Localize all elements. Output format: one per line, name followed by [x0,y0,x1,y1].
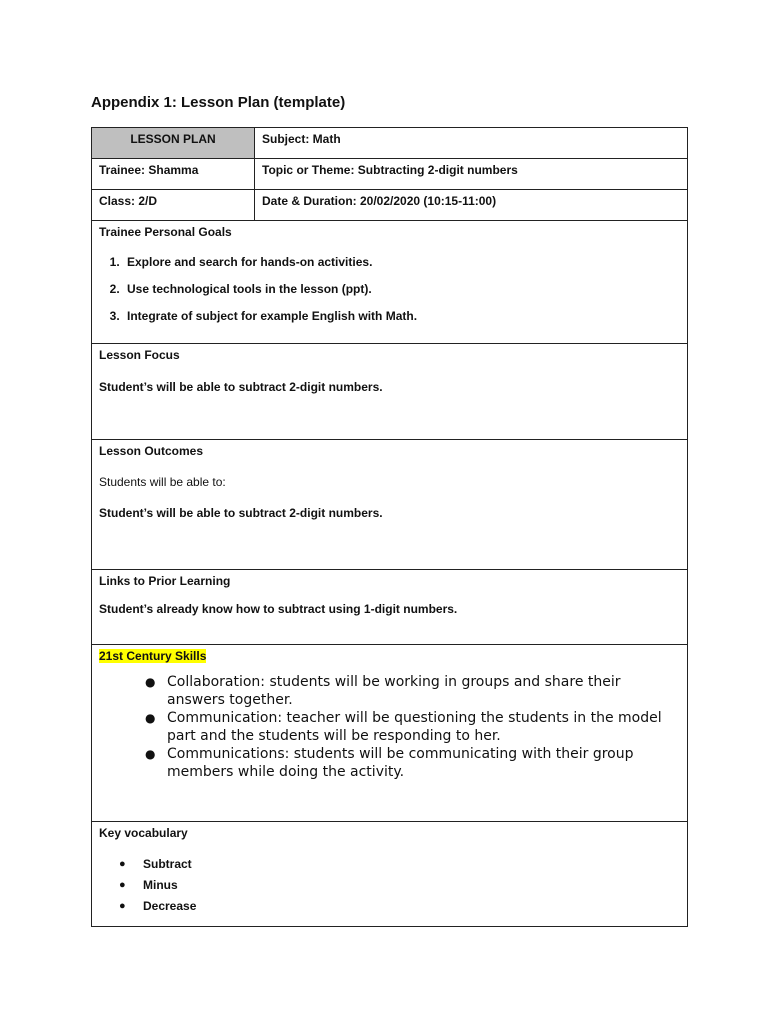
topic-cell: Topic or Theme: Subtracting 2-digit numbers [262,163,518,177]
prior-learning-heading: Links to Prior Learning [99,574,231,588]
personal-goals-section [92,221,687,344]
lesson-plan-label: LESSON PLAN [92,128,255,158]
bullet-icon: ● [145,675,156,689]
list-item: ● Subtract [143,854,680,875]
key-vocabulary-heading: Key vocabulary [99,826,188,840]
key-vocabulary-list [99,854,680,917]
bullet-icon: ● [145,711,156,725]
century-skills-section [92,645,687,822]
document-title: Appendix 1: Lesson Plan (template) [91,94,346,111]
list-item: 3. Integrate of subject for example English with Math. [123,309,680,323]
trainee-cell: Trainee: Shamma [92,159,255,189]
list-item: ● Communication: teacher will be questioning the students in the model part and the students will be responding to her. [145,710,662,744]
lesson-focus-heading: Lesson Focus [99,348,180,362]
table-row [92,190,687,221]
bullet-icon: ● [119,858,126,870]
lesson-outcomes-heading: Lesson Outcomes [99,444,204,458]
lesson-focus-text: Student’s will be able to subtract 2-digit numbers. [99,380,383,394]
key-vocabulary-section [92,822,687,926]
list-item: ● Decrease [143,896,680,917]
list-item: 2. Use technological tools in the lesson (ppt). [123,282,680,296]
table-row [92,128,687,159]
lesson-outcomes-intro: Students will be able to: [99,475,226,489]
prior-learning-section [92,570,687,645]
date-duration-cell: Date & Duration: 20/02/2020 (10:15-11:00) [262,194,497,208]
bullet-icon: ● [119,900,126,912]
subject-cell: Subject: Math [262,132,341,146]
lesson-outcomes-text: Student’s will be able to subtract 2-digit numbers. [99,506,383,520]
bullet-icon: ● [145,747,156,761]
class-cell: Class: 2/D [92,190,255,220]
century-skills-heading: 21st Century Skills [99,649,207,663]
century-skills-list [99,673,680,781]
table-row [92,159,687,190]
list-item: ● Communications: students will be communicating with their group members while doing the activity. [145,746,634,780]
list-item: ● Minus [143,875,680,896]
list-item: 1. Explore and search for hands-on activities. [123,255,680,269]
lesson-focus-section [92,344,687,440]
lesson-outcomes-section [92,440,687,570]
bullet-icon: ● [119,879,126,891]
list-item: ● Collaboration: students will be working in groups and share their answers together. [145,674,621,708]
prior-learning-text: Student’s already know how to subtract using 1-digit numbers. [99,602,458,616]
lesson-plan-table [91,127,688,927]
personal-goals-heading: Trainee Personal Goals [99,225,232,239]
personal-goals-list [99,255,680,323]
